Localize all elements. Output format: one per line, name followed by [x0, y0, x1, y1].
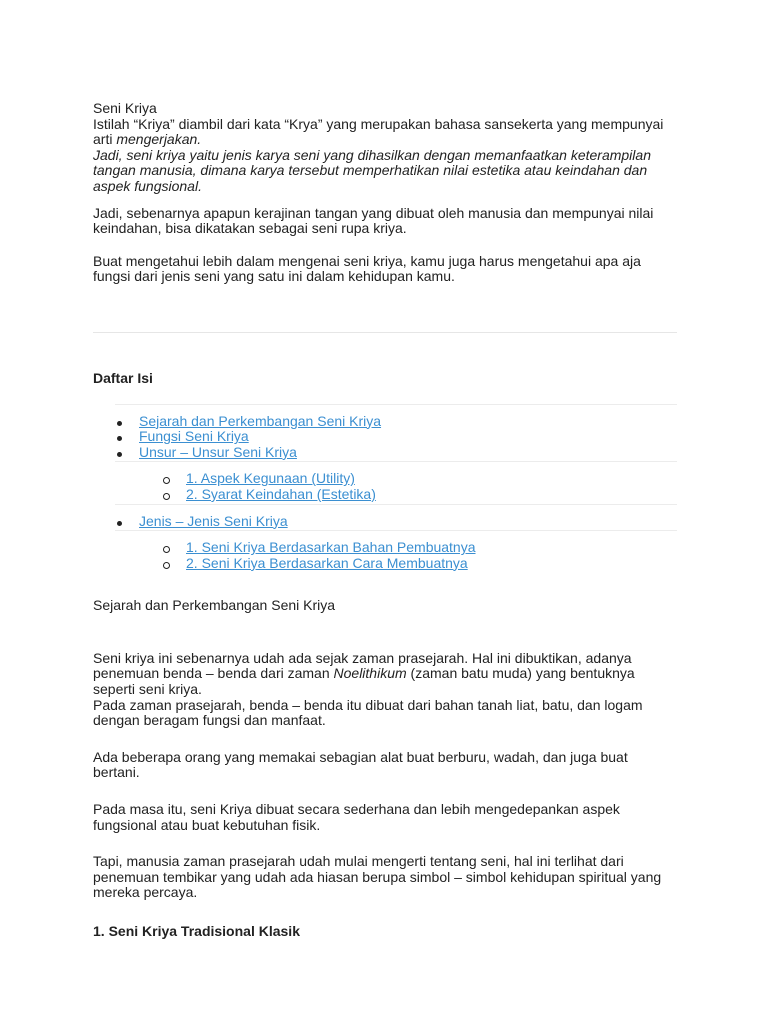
toc-link-jenis[interactable]: Jenis – Jenis Seni Kriya — [139, 512, 288, 529]
toc-item-fungsi — [93, 429, 677, 445]
section-title: Sejarah dan Perkembangan Seni Kriya — [93, 597, 336, 614]
toc-subitem-bahan — [93, 540, 677, 556]
section-p1-end: (zaman batu muda) yang bentuknya seperti seni kriya. — [93, 665, 635, 698]
toc-list-continued — [93, 514, 677, 530]
subsection-heading: 1. Seni Kriya Tradisional Klasik — [93, 923, 300, 939]
toc-sublist-unsur — [93, 471, 677, 502]
intro-paragraph-2: Buat mengetahui lebih dalam mengenai seni kriya, kamu juga harus mengetahui apa aja fungsi dari jenis seni yang satu ini dalam kehidupan kamu. — [93, 252, 641, 285]
section-p1-term: Noelithikum — [333, 665, 407, 682]
toc-subitem-aspek-kegunaan — [93, 471, 677, 487]
toc-divider — [115, 461, 677, 462]
toc-link-fungsi[interactable]: Fungsi Seni Kriya — [139, 428, 249, 445]
section-paragraph-4: Tapi, manusia zaman prasejarah udah mulai mengerti tentang seni, hal ini terlihat dari penemuan tembikar yang udah ada hiasan berupa simbol – simbol kehidupan spiritual yang mereka percaya. — [93, 853, 662, 901]
toc-list — [93, 414, 677, 461]
toc-divider — [115, 404, 677, 405]
toc-link-cara[interactable]: 2. Seni Kriya Berdasarkan Cara Membuatnya — [186, 554, 468, 571]
toc-link-aspek-kegunaan[interactable]: 1. Aspek Kegunaan (Utility) — [186, 470, 355, 487]
toc-link-bahan[interactable]: 1. Seni Kriya Berdasarkan Bahan Pembuatnya — [186, 539, 476, 556]
section-paragraph-2: Ada beberapa orang yang memakai sebagian alat buat berburu, wadah, dan juga buat bertani. — [93, 748, 628, 781]
intro-italic-definition: Jadi, seni kriya yaitu jenis karya seni yang dihasilkan dengan memanfaatkan keterampilan tangan manusia, dimana karya tersebut memperhatikan nilai estetika atau keindahan dan aspek fungsional. — [93, 146, 651, 194]
intro-definition-meaning — [93, 132, 677, 148]
toc-item-unsur — [93, 445, 677, 461]
intro-meaning-word: mengerjakan. — [116, 131, 202, 148]
intro-title: Seni Kriya — [93, 100, 157, 116]
toc-item-sejarah — [93, 414, 677, 430]
intro-meaning-label: arti — [93, 131, 117, 148]
intro-paragraph-1: Jadi, sebenarnya apapun kerajinan tangan yang dibuat oleh manusia dan mempunyai nilai keindahan, bisa dikatakan sebagai seni rupa kriya. — [93, 204, 654, 237]
toc-divider — [115, 504, 677, 505]
toc-divider — [115, 530, 677, 531]
toc-heading: Daftar Isi — [93, 369, 153, 386]
section-divider — [93, 332, 677, 333]
section-p1-start: Seni kriya ini sebenarnya udah ada sejak zaman prasejarah. Hal ini dibuktikan, adanya penemuan benda – benda dari zaman — [93, 649, 632, 682]
toc-sublist-jenis — [93, 540, 677, 571]
toc-link-syarat-keindahan[interactable]: 2. Syarat Keindahan (Estetika) — [186, 485, 376, 502]
toc-item-jenis — [93, 514, 677, 530]
document-page — [93, 101, 677, 940]
intro-definition-line: Istilah “Kriya” diambil dari kata “Krya” yang merupakan bahasa sansekerta yang mempunyai — [93, 115, 664, 132]
section-paragraph-1b: Pada zaman prasejarah, benda – benda itu dibuat dari bahan tanah liat, batu, dan logam dengan beragam fungsi dan manfaat. — [93, 696, 643, 729]
toc-link-sejarah[interactable]: Sejarah dan Perkembangan Seni Kriya — [139, 412, 382, 429]
section-paragraph-3: Pada masa itu, seni Kriya dibuat secara sederhana dan lebih mengedepankan aspek fungsional atau buat kebutuhan fisik. — [93, 801, 620, 833]
toc-subitem-syarat-keindahan — [93, 487, 677, 503]
toc-subitem-cara — [93, 556, 677, 572]
section-paragraph-1 — [93, 651, 677, 698]
toc-link-unsur[interactable]: Unsur – Unsur Seni Kriya — [139, 443, 297, 460]
